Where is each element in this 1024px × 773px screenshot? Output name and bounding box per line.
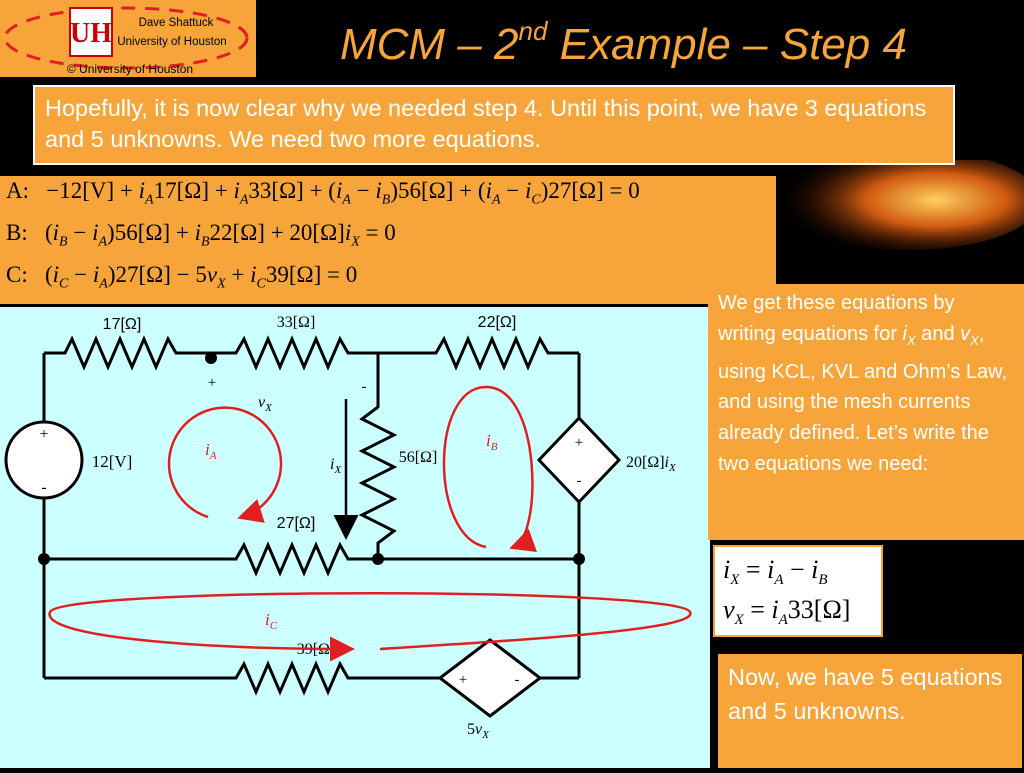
r3-label: 22[Ω]: [477, 314, 517, 331]
side-vx-var: v: [960, 322, 971, 345]
dep-v-plus: +: [458, 672, 468, 688]
equation-b-label: B:: [6, 220, 28, 245]
circuit-diagram: [0, 307, 710, 768]
equations-box: [0, 176, 776, 304]
mesh-b-label: $i_B$: [486, 431, 498, 453]
side-text-part1: We get these equations by writing equations for: [718, 292, 955, 345]
intro-text: Hopefully, it is now clear why we needed step 4. Until this point, we have 3 equations and 5 unknowns. We need two more equations.: [45, 95, 927, 152]
logo-box: [0, 0, 256, 77]
dep-source-minus: -: [576, 473, 582, 489]
equation-c-label: C:: [6, 262, 28, 287]
node-center-middle: [372, 553, 384, 565]
mesh-b-arrow: [444, 387, 532, 547]
copyright-text: © University of Houston: [66, 62, 194, 76]
equation-a: A: $-12[V] + i_A17[\Omega] + i_A33[\Omega] + (i_A - i_B)56[\Omega] + (i_A - i_C)27[\Omega] = 0$: [6, 178, 640, 208]
vx-equation: $v_X = i_A33[\Omega]$: [723, 595, 851, 629]
uh-logo-letters: UH: [70, 18, 112, 49]
new-equations-box: [713, 545, 883, 637]
circuit-svg: [0, 307, 710, 768]
decorative-flare: [760, 160, 1024, 290]
vs-minus: -: [41, 479, 47, 496]
dependent-source-5vx: [440, 640, 540, 716]
top-wire: [44, 339, 579, 367]
equation-b: B: $(i_B - i_A)56[\Omega] + i_B22[\Omega] + 20[\Omega]i_X = 0$: [6, 220, 396, 250]
middle-wire-r4: [362, 353, 394, 559]
side-vx-sub: X: [970, 332, 979, 348]
logo-graphic: [0, 0, 256, 77]
vx-label: $v_X$: [258, 394, 272, 414]
side-ix-sub: X: [907, 332, 916, 348]
r5-label: 27[Ω]: [276, 515, 316, 532]
mesh-a-label: $i_A$: [205, 440, 217, 462]
ix-label: $i_X$: [330, 456, 342, 476]
side-ix-var: i: [902, 322, 907, 345]
title-superscript: nd: [518, 16, 548, 46]
node-right-middle: [573, 553, 585, 565]
page-title: [340, 16, 1020, 80]
author-affiliation: University of Houston: [117, 36, 227, 48]
mesh-a-arrow: [169, 408, 281, 517]
dep-source-plus: +: [574, 435, 584, 451]
dep-v-minus: -: [514, 672, 520, 688]
author-name: Dave Shattuck: [138, 17, 214, 29]
r1-label: 17[Ω]: [102, 316, 142, 333]
intro-text-box: [33, 85, 955, 165]
middle-horizontal-wire: [44, 545, 579, 573]
conclusion-text: Now, we have 5 equations and 5 unknowns.: [728, 664, 1003, 724]
ix-equation: $i_X = i_A - i_B$: [723, 555, 828, 589]
side-text-part3: , using KCL, KVL and Ohm’s Law, and using the mesh currents already defined. Let’s write the two equations we need:: [718, 322, 1008, 475]
mesh-c-label: $i_C$: [265, 610, 278, 632]
r4-label: 56[Ω]: [398, 449, 438, 466]
source-label-12v: 12[V]: [91, 452, 133, 471]
conclusion-box: [718, 654, 1022, 768]
side-text-part2: and: [915, 322, 961, 345]
node-left-middle: [38, 553, 50, 565]
r6-label: 39[Ω]: [296, 641, 336, 658]
equation-a-label: A:: [6, 178, 29, 203]
dep-v-label: $5v_X$: [467, 721, 489, 741]
dependent-source-20ix: [539, 418, 619, 502]
vx-plus: +: [207, 375, 217, 391]
vx-minus: -: [361, 379, 367, 395]
equation-c: C: $(i_C - i_A)27[\Omega] - 5v_X + i_C39[\Omega] = 0$: [6, 262, 358, 292]
title-post: Example – Step 4: [547, 20, 907, 69]
bottom-wire-left: [44, 664, 440, 692]
dep-source-label: $20[\Omega]i_X$: [626, 454, 676, 474]
mesh-c-arrow: [50, 593, 691, 649]
vs-plus: +: [39, 426, 49, 443]
r2-label: 33[Ω]: [276, 314, 316, 331]
side-explanation-box: [708, 284, 1024, 540]
title-pre: MCM – 2: [340, 20, 519, 69]
node-top-vx: [205, 352, 217, 364]
